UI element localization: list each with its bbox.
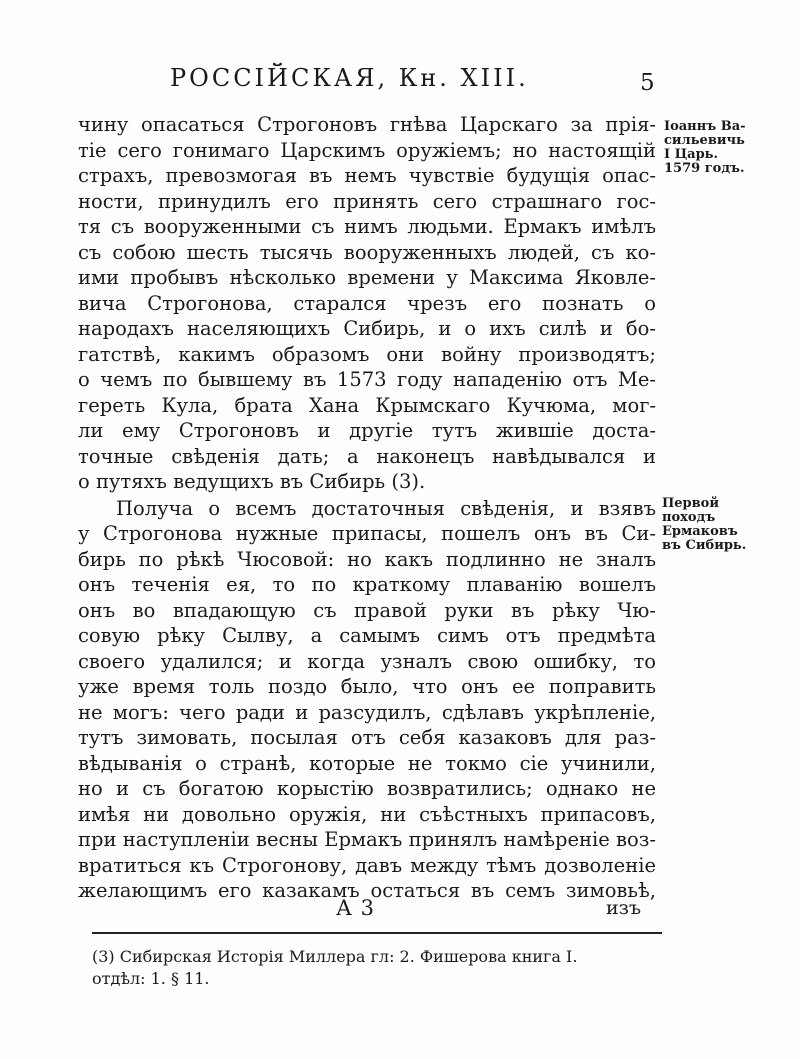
- text-line: тутъ зимовать, посылая отъ себя казаковъ для раз-: [78, 726, 656, 749]
- text-line: ли ему Строгоновъ и другіе тутъ жившіе доста-: [78, 419, 656, 442]
- footnote-divider: [92, 932, 662, 934]
- text-line: но и съ богатою корыстію возвратились; однако не: [78, 777, 656, 800]
- text-line: о чемъ по бывшему въ 1573 году нападенію отъ Ме-: [78, 368, 656, 391]
- footnote: [92, 946, 652, 990]
- text-line: съ собою шесть тысячь вооруженныхъ людей, съ ко-: [78, 240, 656, 264]
- text-line: ности, принудилъ его принять сего страшнаго гос-: [78, 189, 656, 213]
- text-line: у Строгонова нужные припасы, пошелъ онъ въ Си-: [78, 522, 656, 545]
- text-line: народахъ населяющихъ Сибирь, и о ихъ силѣ и бо-: [78, 317, 656, 340]
- text-line: совую рѣку Сылву, а самымъ симъ отъ предмѣта: [78, 624, 656, 647]
- margin-note-campaign: [662, 497, 746, 553]
- text-line: чину опасаться Строгоновъ гнѣва Царскаго за прія-: [78, 113, 656, 136]
- running-header: [0, 64, 800, 100]
- text-line: тіе сего гонимаго Царскимъ оружіемъ; но настоящій: [78, 138, 656, 162]
- margin-note-line: въ Сибирь.: [662, 538, 747, 553]
- margin-note-line: I Царь.: [664, 147, 719, 162]
- text-line: вратиться къ Строгонову, давъ между тѣмъ дозволеніе: [78, 853, 656, 877]
- text-line: вѣдыванія о странѣ, которые не токмо сіе учинили,: [78, 751, 656, 775]
- text-line: имѣя ни довольно оружія, ни съѣстныхъ припасовъ,: [78, 802, 656, 826]
- margin-note-line: 1579 годъ.: [664, 161, 745, 176]
- text-line: онъ во впадающую съ правой руки въ рѣку Чю-: [78, 598, 656, 622]
- text-line: уже время толь поздо было, что онъ ее поправить: [78, 675, 656, 698]
- margin-note-line: сильевичь: [664, 133, 745, 148]
- margin-note-tsar: [664, 120, 746, 176]
- page-number: 5: [640, 70, 655, 96]
- text-line: не могъ: чего ради и разсудилъ, сдѣлавъ укрѣпленіе,: [78, 700, 656, 724]
- text-line: при наступленіи весны Ермакъ принялъ намѣреніе воз-: [78, 828, 656, 851]
- catchword: изъ: [606, 897, 642, 919]
- footnote-line: отдѣл: 1. § 11.: [92, 969, 210, 988]
- text-line: точные свѣденія дать; а наконецъ навѣдывался и: [78, 444, 656, 468]
- body-text: [78, 112, 656, 904]
- text-line: своего удалился; и когда узналъ свою ошибку, то: [78, 649, 656, 673]
- text-line: онъ теченія ея, то по краткому плаванію вошелъ: [78, 573, 656, 596]
- text-line: Получа о всемъ достаточныя свѣденія, и взявъ: [116, 496, 656, 520]
- text-line: вича Строгонова, старался чрезъ его познать о: [78, 291, 656, 315]
- text-line: тя съ вооруженными съ нимъ людьми. Ермакъ имѣлъ: [78, 215, 656, 238]
- footnote-line: (3) Сибирская Исторія Миллера гл: 2. Фишерова книга I.: [92, 947, 578, 966]
- text-line: бирь по рѣкѣ Чюсовой: но какъ подлинно не зналъ: [78, 547, 656, 571]
- margin-note-line: походъ: [662, 510, 716, 525]
- text-line: о путяхъ ведущихъ въ Сибирь (3).: [78, 470, 426, 493]
- margin-note-line: Первой: [662, 496, 719, 511]
- text-line: желающимъ его казакамъ остаться въ семъ зимовьѣ,: [78, 879, 656, 902]
- margin-note-line: Іоаннъ Ва-: [664, 119, 746, 134]
- text-line: гатствѣ, какимъ образомъ они войну производятъ;: [78, 342, 656, 366]
- running-title: РОССІЙСКАЯ, Кн. XIII.: [170, 64, 529, 92]
- margin-note-line: Ермаковъ: [662, 524, 738, 539]
- signature-mark: А 3: [336, 896, 375, 920]
- text-line: ими пробывъ нѣсколько времени у Максима Яковле-: [78, 266, 656, 289]
- text-line: гереть Кула, брата Хана Крымскаго Кучюма, мог-: [78, 393, 656, 417]
- text-line: страхъ, превозмогая въ немъ чувствіе будущія опас-: [78, 164, 656, 187]
